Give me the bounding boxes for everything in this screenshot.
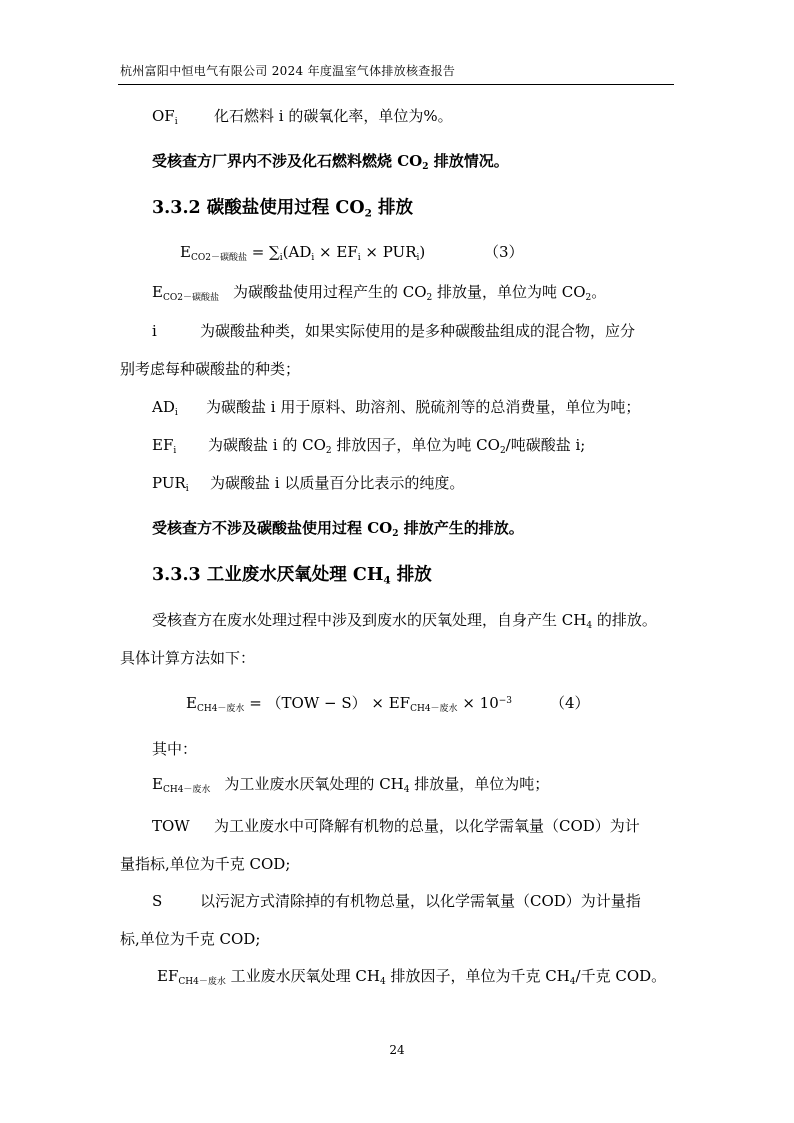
definition-text: 为碳酸盐 i 的 CO: [208, 436, 326, 454]
subscript: CH4－废水: [196, 704, 245, 715]
definition-text: 为碳酸盐 i 以质量百分比表示的纯度。: [210, 474, 465, 492]
subscript: i: [174, 117, 178, 128]
def-s: [152, 892, 641, 910]
subscript: i: [174, 408, 178, 419]
section-heading-3-3-3: [152, 565, 432, 586]
formula-text: × 10: [457, 694, 499, 712]
subscript: 4: [403, 785, 410, 796]
def-of: [152, 107, 453, 128]
subscript: 2: [585, 293, 592, 304]
note-no-fossil-fuel: [152, 152, 509, 173]
definition-text: 排放量，单位为吨 CO: [432, 283, 586, 301]
subscript: CH4－废水: [178, 977, 226, 988]
heading-text: 排放: [390, 565, 432, 585]
subscript: CH4－废水: [162, 785, 211, 796]
subscript: 2: [392, 529, 399, 540]
formula-text: = （TOW − S） × EF: [244, 694, 411, 712]
definition-text: 排放因子，单位为千克 CH: [385, 967, 570, 985]
symbol: i: [152, 322, 157, 340]
subscript: CO2－碳酸盐: [190, 253, 247, 264]
note-text: 排放产生的排放。: [398, 519, 524, 537]
subscript: i: [311, 253, 315, 264]
definition-text: 为工业废水厌氧处理的 CH: [224, 775, 404, 793]
subscript: 4: [379, 977, 386, 988]
formula-symbol: E: [152, 283, 163, 301]
superscript: −3: [498, 696, 513, 707]
def-tow: [152, 817, 640, 835]
definition-text: 排放因子，单位为吨 CO: [331, 436, 500, 454]
definition-text: 为碳酸盐 i 用于原料、助溶剂、脱硫剂等的总消费量，单位为吨；: [206, 398, 641, 416]
subscript: i: [185, 484, 189, 495]
formula-3-number: （3）: [484, 243, 524, 261]
paragraph-ch4-intro: [152, 611, 657, 632]
paragraph-text: 受核查方在废水处理过程中涉及到废水的厌氧处理，自身产生 CH: [152, 611, 587, 629]
formula-symbol: E: [186, 694, 197, 712]
subscript: 4: [383, 574, 391, 587]
symbol: TOW: [152, 817, 190, 835]
page-number: 24: [389, 1043, 405, 1057]
note-no-carbonate: [152, 519, 524, 540]
formula-text: × PUR: [360, 243, 417, 261]
subscript: 2: [499, 446, 506, 457]
note-text: 排放情况。: [428, 152, 509, 170]
def-s-continued: 标,单位为千克 COD;: [120, 930, 261, 948]
def-ef: [152, 436, 586, 457]
formula-3: [180, 243, 426, 264]
def-i-continued: 别考虑每种碳酸盐的种类；: [120, 360, 301, 378]
formula-text: (AD: [282, 243, 312, 261]
definition-text: 为工业废水中可降解有机物的总量，以化学需氧量（COD）为计: [214, 817, 640, 835]
formula-text: × EF: [314, 243, 358, 261]
definition-text: 排放量，单位为吨；: [409, 775, 550, 793]
subscript: i: [357, 253, 361, 264]
definition-text: 以污泥方式清除掉的有机物总量，以化学需氧量（COD）为计量指: [200, 892, 641, 910]
def-pur: [152, 474, 465, 495]
note-text: 受核查方厂界内不涉及化石燃料燃烧 CO: [152, 152, 423, 170]
qizhong-label: 其中：: [152, 740, 198, 758]
symbol: PUR: [152, 474, 186, 492]
def-tow-continued: 量指标,单位为千克 COD;: [120, 855, 291, 873]
paragraph-ch4-intro-continued: 具体计算方法如下：: [120, 649, 256, 667]
formula-symbol: EF: [157, 967, 179, 985]
subscript: 4: [586, 621, 593, 632]
def-i: [152, 322, 635, 340]
subscript: 2: [426, 293, 433, 304]
definition-text: 化石燃料 i 的碳氧化率，单位为%。: [214, 107, 453, 125]
def-ef-ch4-wastewater: [157, 967, 667, 988]
heading-text: 排放: [371, 198, 413, 218]
def-e-ch4-wastewater: [152, 775, 550, 796]
formula-4-number: （4）: [550, 694, 590, 712]
heading-text: 3.3.3 工业废水厌氧处理 CH: [152, 565, 384, 585]
subscript: i: [173, 446, 177, 457]
subscript: 2: [422, 162, 429, 173]
section-heading-3-3-2: [152, 198, 413, 219]
subscript: i: [416, 253, 420, 264]
def-ad: [152, 398, 641, 419]
header-rule: [118, 84, 674, 85]
note-text: 受核查方不涉及碳酸盐使用过程 CO: [152, 519, 393, 537]
definition-text: 为碳酸盐使用过程产生的 CO: [232, 283, 427, 301]
formula-text: = ∑: [246, 243, 280, 261]
symbol: AD: [152, 398, 175, 416]
symbol: S: [152, 892, 163, 910]
subscript: 2: [364, 207, 372, 220]
subscript: CO2－碳酸盐: [162, 293, 219, 304]
symbol: EF: [152, 436, 174, 454]
definition-text: 为碳酸盐种类，如果实际使用的是多种碳酸盐组成的混合物，应分: [200, 322, 636, 340]
formula-4: [186, 694, 513, 715]
definition-text: /吨碳酸盐 i;: [505, 436, 586, 454]
def-e-co2-carbonate: [152, 283, 607, 304]
definition-text: 工业废水厌氧处理 CH: [225, 967, 380, 985]
formula-symbol: E: [180, 243, 191, 261]
definition-text: /千克 COD。: [575, 967, 667, 985]
subscript: 2: [325, 446, 332, 457]
heading-text: 3.3.2 碳酸盐使用过程 CO: [152, 198, 365, 218]
subscript: i: [279, 253, 283, 264]
subscript: 4: [569, 977, 576, 988]
page-header: 杭州富阳中恒电气有限公司 2024 年度温室气体排放核查报告: [120, 64, 456, 78]
formula-text: ): [419, 243, 426, 261]
symbol: OF: [152, 107, 175, 125]
formula-symbol: E: [152, 775, 163, 793]
definition-text: 。: [591, 283, 607, 301]
subscript: CH4－废水: [410, 704, 458, 715]
paragraph-text: 的排放。: [592, 611, 657, 629]
